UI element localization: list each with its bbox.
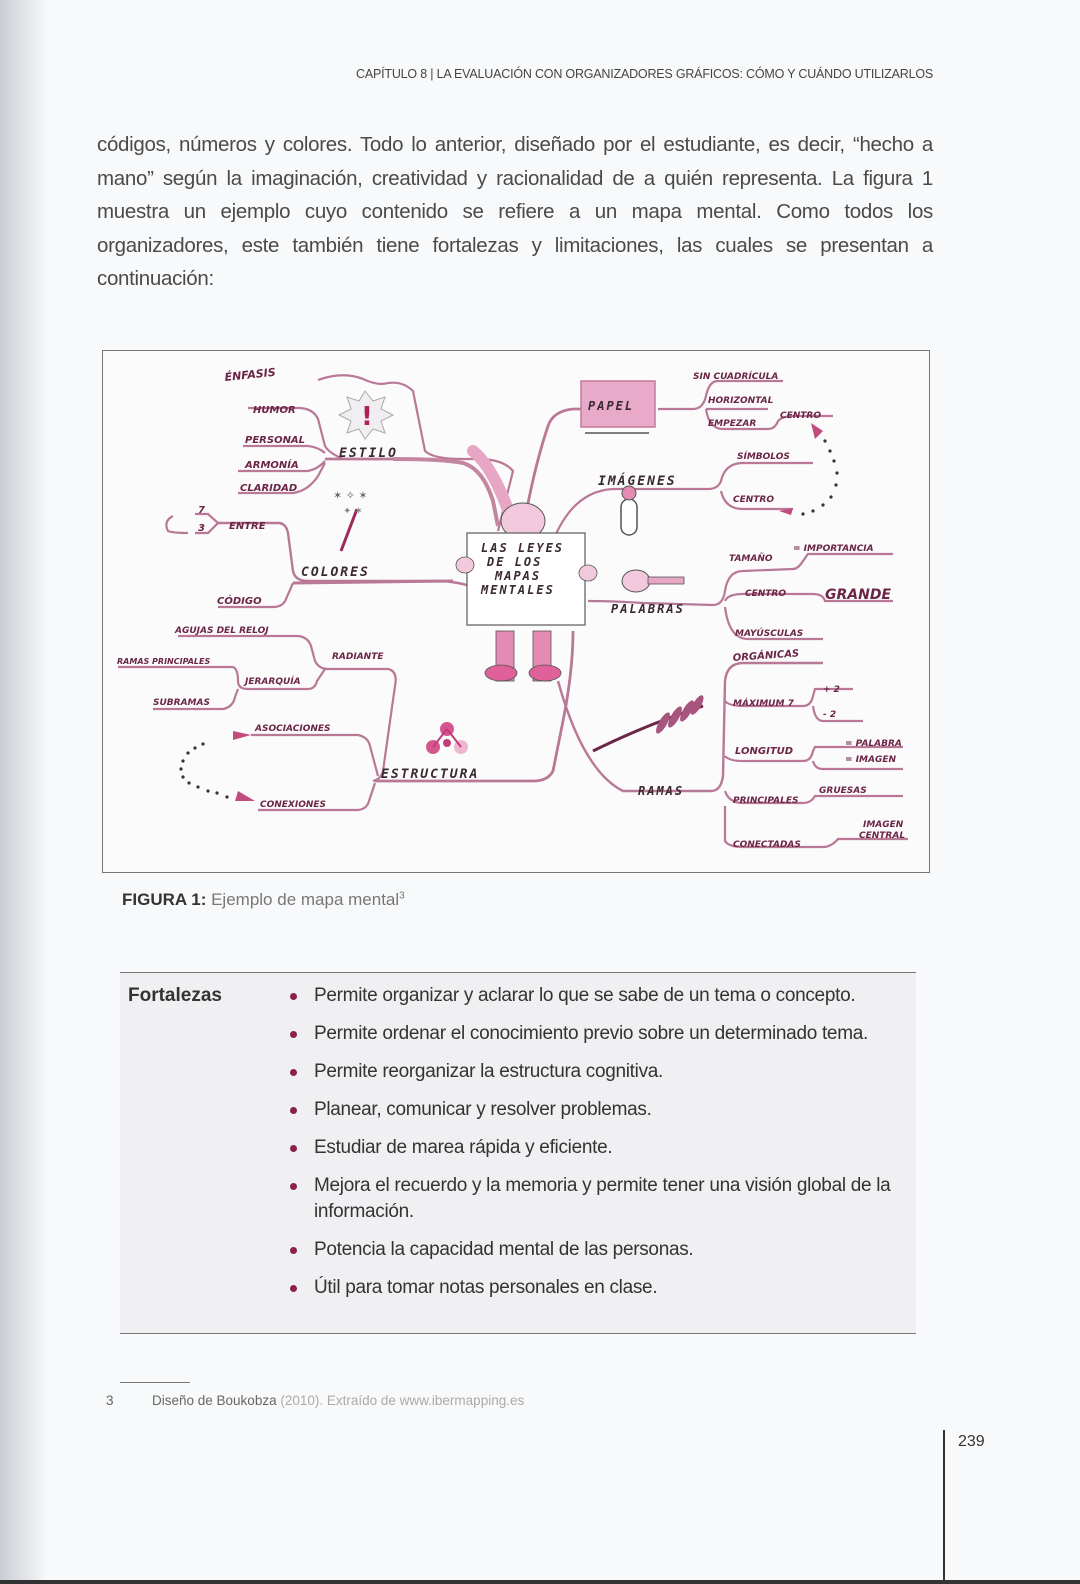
list-item: Útil para tomar notas personales en clase. [288,1275,908,1301]
svg-text:MÁXIMUM 7: MÁXIMUM 7 [733,699,794,709]
svg-text:- 2: - 2 [823,710,837,720]
svg-text:SUBRAMAS: SUBRAMAS [153,698,210,708]
book-spine-shadow [0,0,48,1584]
svg-text:IMÁGENES: IMÁGENES [598,474,677,489]
svg-text:ARMONÍA: ARMONÍA [245,460,299,471]
svg-text:CENTRO: CENTRO [745,589,787,599]
list-item: Permite organizar y aclarar lo que se sabe de un tema o concepto. [288,983,908,1009]
bullet-icon [290,1069,297,1076]
svg-text:HUMOR: HUMOR [253,405,296,416]
table-row-label: Fortalezas [128,985,222,1006]
caption-text: Ejemplo de mapa mental [206,890,400,909]
svg-text:CONEXIONES: CONEXIONES [260,800,327,810]
svg-text:SÍMBOLOS: SÍMBOLOS [737,452,790,462]
strengths-list [288,983,908,1313]
svg-text:RAMAS: RAMAS [638,784,685,798]
svg-text:PRINCIPALES: PRINCIPALES [733,796,799,806]
svg-text:AGUJAS DEL RELOJ: AGUJAS DEL RELOJ [175,626,269,636]
svg-text:COLORES: COLORES [301,565,370,580]
svg-text:PALABRAS: PALABRAS [611,602,685,616]
bullet-icon [290,1183,297,1190]
bullet-icon [290,1247,297,1254]
svg-text:RAMAS PRINCIPALES: RAMAS PRINCIPALES [117,657,211,666]
bullet-icon [290,1107,297,1114]
footnote-divider [120,1382,190,1383]
page-number-rule [943,1430,945,1584]
svg-text:MENTALES: MENTALES [481,583,555,597]
svg-text:ASOCIACIONES: ASOCIACIONES [255,724,331,734]
list-item: Estudiar de marea rápida y eficiente. [288,1135,908,1161]
svg-text:TAMAÑO: TAMAÑO [729,554,773,564]
footnote-text: Diseño de Boukobza [152,1393,281,1408]
svg-text:RADIANTE: RADIANTE [332,652,384,662]
svg-text:CENTRO: CENTRO [780,411,822,421]
svg-text:3: 3 [198,523,205,534]
svg-text:✦ ✶: ✦ ✶ [343,506,363,517]
svg-text:GRUESAS: GRUESAS [819,786,867,796]
figure-caption [122,890,405,910]
svg-text:HORIZONTAL: HORIZONTAL [708,396,774,406]
svg-text:ÉNFASIS: ÉNFASIS [223,365,277,384]
svg-text:✶ ✧ ✶: ✶ ✧ ✶ [333,489,368,502]
page-bottom-edge [0,1580,1080,1584]
footnote-source: (2010). Extraído de www.ibermapping.es [280,1393,525,1408]
footnote-ref: 3 [399,890,405,902]
svg-text:DE LOS: DE LOS [487,555,543,569]
svg-text:CLARIDAD: CLARIDAD [240,483,298,494]
svg-text:CENTRO: CENTRO [733,495,775,505]
list-item: Permite ordenar el conocimiento previo sobre un determinado tema. [288,1021,908,1047]
svg-text:= IMAGEN: = IMAGEN [845,755,897,765]
svg-text:LONGITUD: LONGITUD [735,746,794,757]
caption-label: FIGURA 1: [122,890,207,909]
svg-text:MAPAS: MAPAS [495,569,542,583]
body-paragraph: códigos, números y colores. Todo lo anterior, diseñado por el estudiante, es decir, “hecho a mano” según la imaginación, creatividad y racionalidad de a quién representa. La figura 1 muestra un ejemplo cuyo contenido se refiere a un mapa mental. Como todos los organizadores, este también tiene fortalezas y limitaciones, las cuales se presentan a continuación: [97,133,933,290]
list-item: Planear, comunicar y resolver problemas. [288,1097,908,1123]
svg-text:ORGÁNICAS: ORGÁNICAS [732,648,800,664]
list-item: Mejora el recuerdo y la memoria y permite tener una visión global de la información. [288,1173,908,1225]
svg-text:ENTRE: ENTRE [229,521,266,532]
footnote [106,1393,524,1408]
svg-text:= PALABRA: = PALABRA [845,739,902,749]
svg-text:CENTRAL: CENTRAL [859,831,906,841]
svg-text:PERSONAL: PERSONAL [245,435,306,446]
svg-text:= IMPORTANCIA: = IMPORTANCIA [793,544,874,554]
running-head: CAPÍTULO 8 | LA EVALUACIÓN CON ORGANIZADORES GRÁFICOS: CÓMO Y CUÁNDO UTILIZARLOS [356,67,933,81]
mind-map-figure [102,350,930,873]
svg-text:+ 2: + 2 [823,685,840,695]
list-item: Potencia la capacidad mental de las personas. [288,1237,908,1263]
list-item: Permite reorganizar la estructura cognitiva. [288,1059,908,1085]
bullet-icon [290,993,297,1000]
svg-text:SIN CUADRÍCULA: SIN CUADRÍCULA [693,372,779,382]
svg-text:EMPEZAR: EMPEZAR [708,419,757,429]
svg-text:PAPEL: PAPEL [588,399,635,413]
svg-text:ESTILO: ESTILO [339,446,398,461]
svg-text:JERARQUÍA: JERARQUÍA [245,677,301,687]
svg-text:MAYÚSCULAS: MAYÚSCULAS [735,629,804,639]
footnote-number: 3 [106,1393,114,1408]
svg-text:GRANDE: GRANDE [825,587,892,603]
bullet-icon [290,1145,297,1152]
bullet-icon [290,1031,297,1038]
bullet-icon [290,1285,297,1292]
svg-text:CONECTADAS: CONECTADAS [733,840,801,850]
page-number: 239 [958,1433,985,1450]
svg-text:LAS LEYES: LAS LEYES [481,541,565,555]
svg-text:IMAGEN: IMAGEN [863,820,904,830]
svg-text:ESTRUCTURA: ESTRUCTURA [381,767,480,782]
svg-text:7: 7 [198,505,205,516]
strengths-table [120,972,916,1334]
svg-text:!: ! [361,402,373,432]
svg-text:CÓDIGO: CÓDIGO [217,596,262,607]
